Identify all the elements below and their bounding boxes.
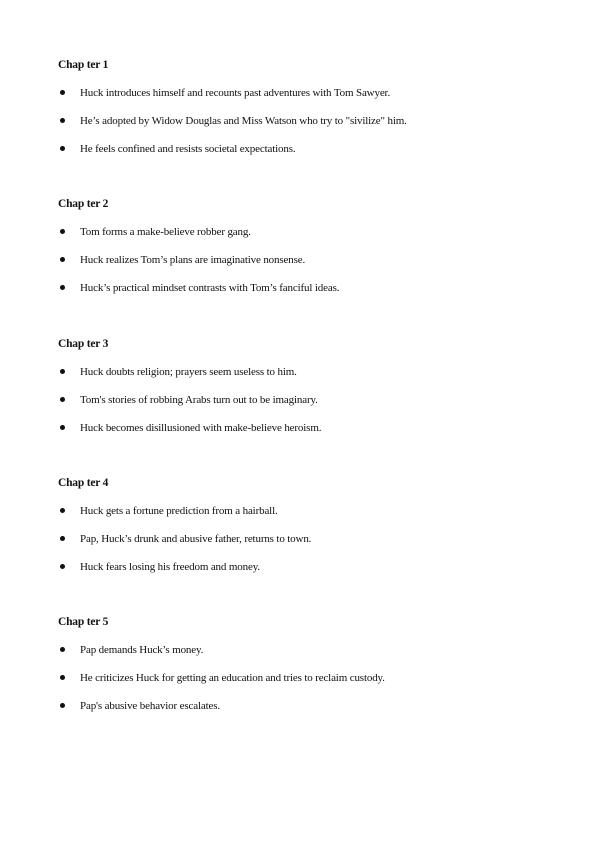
- list-item: [80, 86, 390, 100]
- chapter-5-section: [58, 615, 558, 712]
- list-item: [80, 393, 318, 407]
- bullet-icon: [60, 564, 65, 569]
- chapter-5-heading: Chap ter 5: [58, 616, 109, 628]
- list-item-text: Pap demands Huck’s money.: [80, 644, 204, 656]
- list-item-text: Huck doubts religion; prayers seem useless to him.: [80, 366, 297, 378]
- chapter-2-section: [58, 197, 558, 294]
- chapter-1-section: [58, 58, 558, 155]
- bullet-icon: [60, 703, 65, 708]
- list-item: [80, 532, 311, 546]
- list-item: [80, 253, 305, 267]
- bullet-icon: [60, 397, 65, 402]
- list-item-text: Huck realizes Tom’s plans are imaginative nonsense.: [80, 254, 306, 266]
- list-item-text: Pap, Huck’s drunk and abusive father, returns to town.: [80, 533, 312, 545]
- bullet-icon: [60, 146, 65, 151]
- list-item-text: He criticizes Huck for getting an education and tries to reclaim custody.: [80, 672, 385, 684]
- bullet-icon: [60, 536, 65, 541]
- list-item-text: Huck introduces himself and recounts past adventures with Tom Sawyer.: [80, 87, 391, 99]
- bullet-icon: [60, 229, 65, 234]
- bullet-icon: [60, 285, 65, 290]
- bullet-icon: [60, 90, 65, 95]
- bullet-icon: [60, 118, 65, 123]
- list-item-text: Huck gets a fortune prediction from a hairball.: [80, 505, 278, 517]
- list-item: [80, 281, 339, 295]
- list-item: [80, 560, 260, 574]
- list-item: [80, 421, 321, 435]
- chapter-1-heading: Chap ter 1: [58, 59, 109, 71]
- list-item: [80, 142, 295, 156]
- list-item: [80, 699, 220, 713]
- bullet-icon: [60, 508, 65, 513]
- list-item: [80, 504, 278, 518]
- list-item-text: Tom forms a make-believe robber gang.: [80, 226, 251, 238]
- bullet-icon: [60, 369, 65, 374]
- list-item: [80, 114, 407, 128]
- list-item-text: He’s adopted by Widow Douglas and Miss Watson who try to "sivilize" him.: [80, 115, 407, 127]
- list-item: [80, 643, 203, 657]
- chapter-4-section: [58, 476, 558, 573]
- bullet-icon: [60, 675, 65, 680]
- chapter-3-section: [58, 337, 558, 434]
- list-item: [80, 365, 297, 379]
- list-item: [80, 225, 251, 239]
- list-item-text: Huck’s practical mindset contrasts with Tom’s fanciful ideas.: [80, 282, 340, 294]
- chapter-2-heading: Chap ter 2: [58, 198, 109, 210]
- chapter-4-heading: Chap ter 4: [58, 477, 109, 489]
- list-item-text: Pap's abusive behavior escalates.: [80, 700, 220, 712]
- list-item-text: Huck becomes disillusioned with make-believe heroism.: [80, 422, 322, 434]
- bullet-icon: [60, 647, 65, 652]
- bullet-icon: [60, 257, 65, 262]
- list-item-text: Huck fears losing his freedom and money.: [80, 561, 260, 573]
- chapter-3-heading: Chap ter 3: [58, 338, 109, 350]
- list-item-text: He feels confined and resists societal expectations.: [80, 143, 296, 155]
- list-item-text: Tom's stories of robbing Arabs turn out to be imaginary.: [80, 394, 318, 406]
- list-item: [80, 671, 385, 685]
- bullet-icon: [60, 425, 65, 430]
